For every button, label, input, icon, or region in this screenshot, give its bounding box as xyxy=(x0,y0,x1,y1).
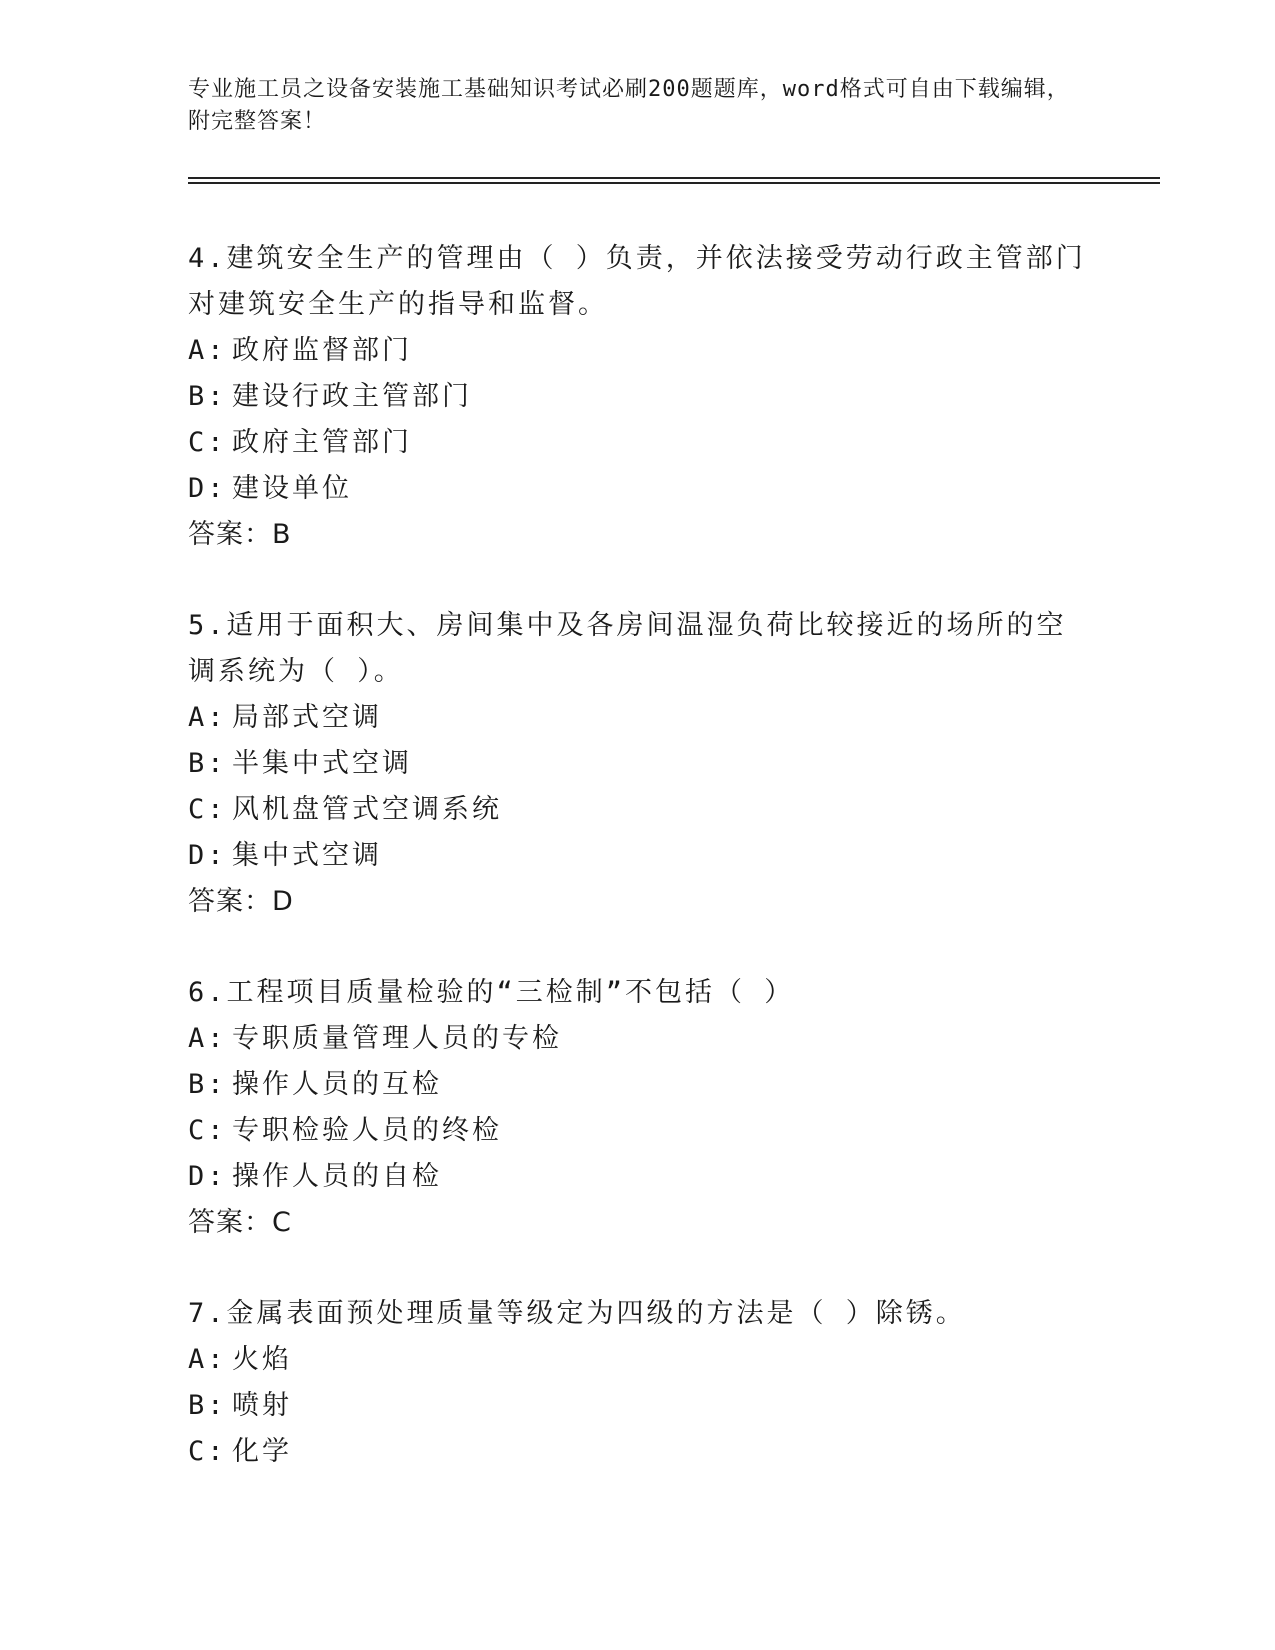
option-key: C: xyxy=(188,427,227,458)
option-text: 建设行政主管部门 xyxy=(232,381,472,412)
option-key: D: xyxy=(188,840,227,871)
option-key: B: xyxy=(188,1390,227,1421)
option-b xyxy=(188,741,1088,787)
question-stem: 6.工程项目质量检验的“三检制”不包括（ ） xyxy=(188,977,795,1008)
question-stem: 7.金属表面预处理质量等级定为四级的方法是（ ）除锈。 xyxy=(188,1298,966,1329)
option-key: C: xyxy=(188,794,227,825)
option-text: 建设单位 xyxy=(232,473,352,504)
option-key: C: xyxy=(188,1436,227,1467)
option-key: C: xyxy=(188,1115,227,1146)
header-divider-top xyxy=(188,177,1160,179)
option-text: 操作人员的互检 xyxy=(232,1069,442,1100)
question-stem: 5.适用于面积大、房间集中及各房间温湿负荷比较接近的场所的空调系统为（ ）。 xyxy=(188,610,1067,687)
option-b xyxy=(188,374,1088,420)
option-text: 政府主管部门 xyxy=(232,427,412,458)
option-text: 半集中式空调 xyxy=(232,748,412,779)
option-c xyxy=(188,420,1088,466)
option-key: D: xyxy=(188,1161,227,1192)
option-key: B: xyxy=(188,748,227,779)
option-text: 喷射 xyxy=(232,1390,292,1421)
question-4 xyxy=(188,236,1088,558)
question-6 xyxy=(188,970,1088,1246)
answer-line: 答案：C xyxy=(188,1207,292,1238)
option-a xyxy=(188,1337,1088,1383)
option-key: B: xyxy=(188,1069,227,1100)
option-text: 火焰 xyxy=(232,1344,292,1375)
option-text: 专职检验人员的终检 xyxy=(232,1115,502,1146)
option-b xyxy=(188,1383,1088,1429)
question-5 xyxy=(188,603,1088,925)
option-key: A: xyxy=(188,702,227,733)
option-d xyxy=(188,1154,1088,1200)
option-c xyxy=(188,1429,1088,1475)
option-d xyxy=(188,833,1088,879)
option-b xyxy=(188,1062,1088,1108)
answer-line: 答案：D xyxy=(188,886,294,917)
header-divider-bottom xyxy=(188,182,1160,184)
option-text: 专职质量管理人员的专检 xyxy=(232,1023,562,1054)
option-a xyxy=(188,328,1088,374)
option-key: D: xyxy=(188,473,227,504)
option-text: 操作人员的自检 xyxy=(232,1161,442,1192)
question-7 xyxy=(188,1291,1088,1475)
option-key: A: xyxy=(188,335,227,366)
option-c xyxy=(188,787,1088,833)
option-key: A: xyxy=(188,1023,227,1054)
option-text: 局部式空调 xyxy=(232,702,382,733)
option-a xyxy=(188,1016,1088,1062)
option-text: 风机盘管式空调系统 xyxy=(232,794,502,825)
question-list xyxy=(188,236,1088,1520)
question-stem: 4.建筑安全生产的管理由（ ）负责，并依法接受劳动行政主管部门对建筑安全生产的指导和监督。 xyxy=(188,243,1086,320)
option-c xyxy=(188,1108,1088,1154)
option-text: 化学 xyxy=(232,1436,292,1467)
option-text: 政府监督部门 xyxy=(232,335,412,366)
option-text: 集中式空调 xyxy=(232,840,382,871)
option-key: B: xyxy=(188,381,227,412)
option-a xyxy=(188,695,1088,741)
answer-line: 答案：B xyxy=(188,519,292,550)
option-key: A: xyxy=(188,1344,227,1375)
document-header: 专业施工员之设备安装施工基础知识考试必刷200题题库，word格式可自由下载编辑，附完整答案！ xyxy=(188,77,1070,134)
option-d xyxy=(188,466,1088,512)
